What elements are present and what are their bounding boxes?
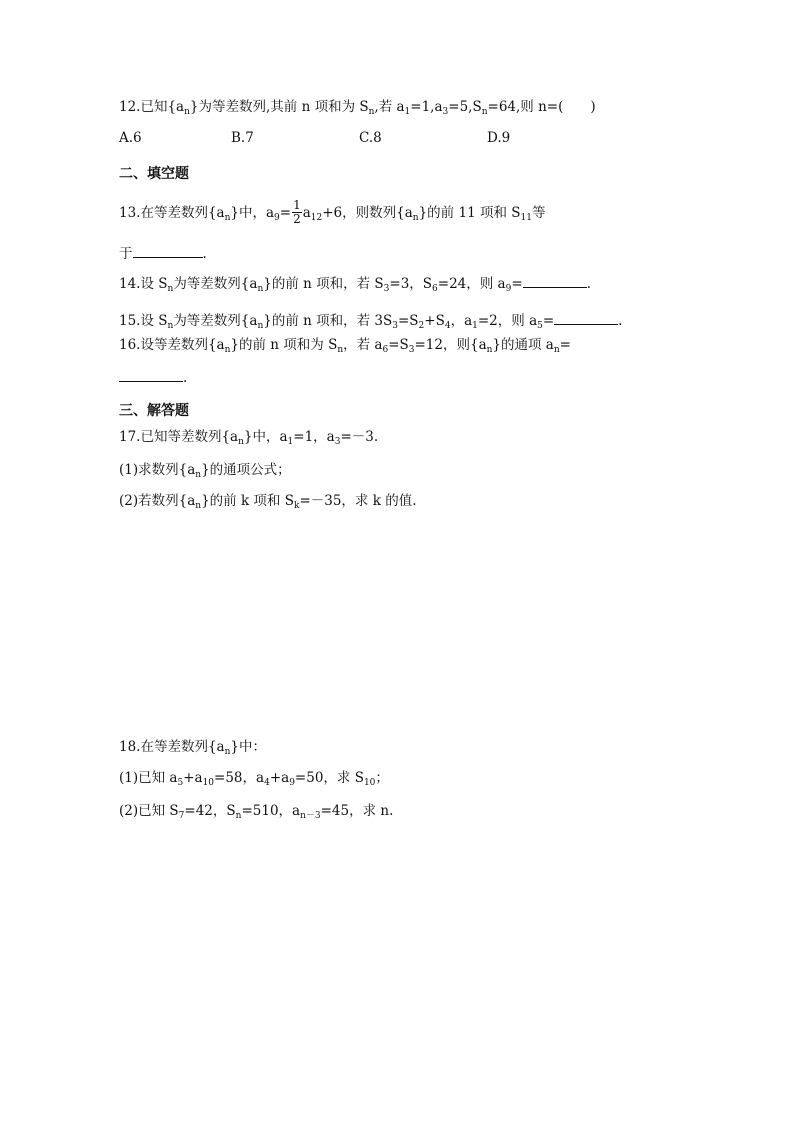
section-heading-fill-in: 二、填空题 — [119, 166, 189, 182]
option-a: A.6 — [119, 130, 142, 146]
question-14: 14.设 $S_n$为等差数列$\{a_n\}$的前 n 项和，若 $S_3=3$，$S_6=24$，则 $a_9=$ . — [119, 273, 591, 293]
question-18-part-1: (1)已知 $a_5+a_{10}=58$，$a_4+a_9=50$，求 $S_{10}$； — [119, 770, 389, 788]
question-17: 17.已知等差数列$\{a_n\}$中，$a_1=1$，$a_3=-3$. — [119, 429, 379, 447]
question-16-answer-line: . — [119, 367, 187, 387]
question-17-part-1: (1)求数列$\{a_n\}$的通项公式； — [119, 462, 291, 480]
answer-blank-15[interactable] — [554, 310, 618, 325]
fraction-one-half: $\frac{1}{2}$ — [293, 198, 301, 226]
question-13: 13.在等差数列$\{a_n\}$中，$a_9=$ $\frac{1}{2}$ $a_{12}+6$，则数列$\{a_n\}$的前 11 项和 $S_{11}$等 — [119, 198, 546, 226]
option-b: B.7 — [231, 130, 254, 146]
question-12: 12.已知$\{a_n\}$为等差数列,其前 n 项和为 $S_n$,若 $a_1=1,a_3=5,S_n=64$,则 n=( ) — [119, 99, 596, 117]
option-d: D.9 — [487, 130, 511, 146]
question-18: 18.在等差数列$\{a_n\}$中： — [119, 739, 266, 757]
question-13-answer-line: 于 . — [119, 243, 207, 263]
question-16: 16.设等差数列$\{a_n\}$的前 n 项和为 $S_n$，若 $a_6=S_3=12$，则$\{a_n\}$的通项 $a_n=$ — [119, 337, 571, 355]
option-c: C.8 — [359, 130, 382, 146]
section-heading-solve: 三、解答题 — [119, 403, 189, 419]
answer-blank-13[interactable] — [133, 243, 203, 258]
question-15: 15.设 $S_n$为等差数列$\{a_n\}$的前 n 项和，若 $3S_3=S_2+S_4$，$a_1=2$，则 $a_5=$ . — [119, 310, 622, 330]
question-18-part-2: (2)已知 $S_7=42$，$S_n=510$，$a_{n-3}=45$，求 n. — [119, 803, 394, 821]
answer-blank-14[interactable] — [523, 273, 587, 288]
question-17-part-2: (2)若数列$\{a_n\}$的前 k 项和 $S_k=-35$，求 k 的值. — [119, 493, 417, 511]
answer-blank-16[interactable] — [119, 367, 183, 382]
